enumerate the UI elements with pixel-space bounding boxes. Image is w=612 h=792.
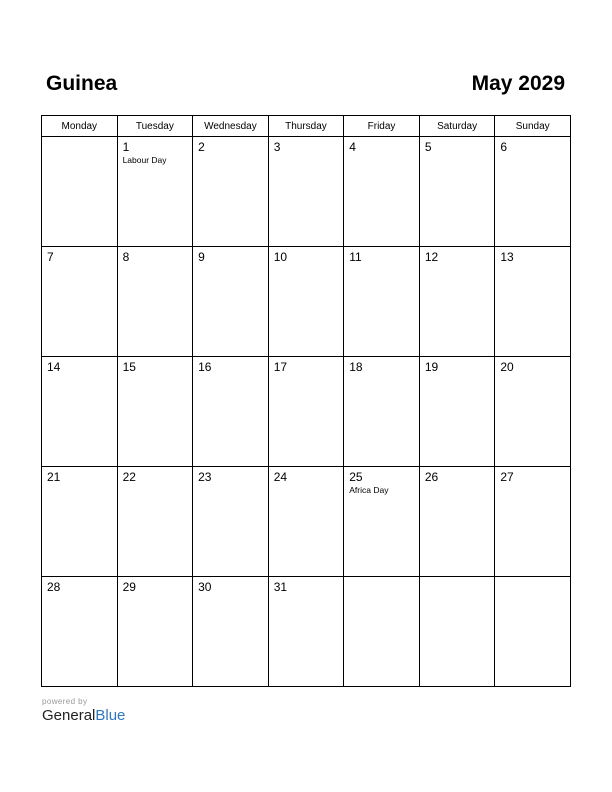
day-number: 27	[500, 470, 514, 484]
day-number: 15	[122, 360, 136, 374]
day-cell	[268, 247, 344, 357]
day-number: 2	[198, 140, 205, 154]
day-number: 17	[273, 360, 288, 374]
week-row	[42, 137, 571, 247]
day-number: 14	[47, 360, 61, 374]
day-number: 31	[273, 580, 288, 594]
weekday-header: Tuesday	[117, 116, 193, 137]
day-cell	[117, 247, 193, 357]
day-number: 12	[424, 250, 439, 264]
week-row	[42, 467, 571, 577]
weekday-header: Thursday	[268, 116, 344, 137]
day-cell	[344, 137, 420, 247]
day-number: 28	[47, 580, 61, 594]
day-number: 23	[198, 470, 212, 484]
week-row	[42, 247, 571, 357]
day-cell	[193, 247, 269, 357]
day-cell	[42, 137, 118, 247]
day-number: 8	[122, 250, 130, 264]
day-cell	[495, 577, 571, 687]
day-cell	[193, 577, 269, 687]
footer-branding	[42, 697, 125, 724]
day-cell	[268, 137, 344, 247]
weekday-header: Sunday	[495, 116, 571, 137]
day-number: 10	[273, 250, 288, 264]
day-cell	[117, 137, 193, 247]
day-number: 9	[198, 250, 205, 264]
day-cell	[419, 137, 495, 247]
day-number: 4	[349, 140, 356, 154]
day-number: 30	[198, 580, 212, 594]
day-cell	[117, 467, 193, 577]
day-cell	[495, 357, 571, 467]
calendar-grid	[41, 115, 571, 687]
day-cell	[193, 137, 269, 247]
day-number: 25	[349, 470, 363, 484]
logo-blue: Blue	[95, 707, 126, 724]
country-title: Guinea	[46, 72, 118, 95]
day-number: 24	[273, 470, 288, 484]
generalblue-logo	[42, 707, 125, 724]
day-cell	[495, 137, 571, 247]
day-number: 11	[349, 250, 362, 264]
day-cell	[193, 467, 269, 577]
day-cell	[344, 357, 420, 467]
day-number: 7	[47, 250, 54, 264]
day-number: 13	[500, 250, 514, 264]
day-cell	[193, 357, 269, 467]
day-cell	[495, 467, 571, 577]
day-number: 21	[47, 470, 61, 484]
day-number: 22	[122, 470, 136, 484]
week-row	[42, 577, 571, 687]
day-number: 29	[122, 580, 136, 594]
day-cell	[268, 357, 344, 467]
weekday-header: Friday	[344, 116, 420, 137]
day-cell	[419, 247, 495, 357]
day-cell	[117, 577, 193, 687]
day-number: 16	[198, 360, 212, 374]
day-cell	[344, 577, 420, 687]
day-cell	[419, 467, 495, 577]
day-number: 6	[500, 140, 508, 154]
powered-by-text: powered by	[42, 697, 88, 706]
weekday-header-row	[42, 116, 571, 137]
day-cell	[268, 467, 344, 577]
day-number: 1	[122, 140, 130, 154]
day-cell	[117, 357, 193, 467]
day-cell	[419, 577, 495, 687]
day-cell	[344, 247, 420, 357]
day-number: 20	[500, 360, 514, 374]
month-title: May 2029	[471, 72, 565, 95]
day-cell	[42, 357, 118, 467]
day-cell	[419, 357, 495, 467]
weekday-header: Wednesday	[193, 116, 269, 137]
logo-general: General	[42, 707, 96, 724]
day-number: 19	[424, 360, 439, 374]
day-cell	[268, 577, 344, 687]
holiday-label: Labour Day	[122, 155, 167, 165]
day-cell	[42, 577, 118, 687]
day-cell	[42, 247, 118, 357]
weekday-header: Saturday	[419, 116, 495, 137]
day-cell	[344, 467, 420, 577]
week-row	[42, 357, 571, 467]
weekday-header: Monday	[42, 116, 118, 137]
day-number: 3	[273, 140, 281, 154]
day-number: 26	[424, 470, 439, 484]
day-number: 18	[349, 360, 363, 374]
day-number: 5	[424, 140, 432, 154]
day-cell	[495, 247, 571, 357]
day-cell	[42, 467, 118, 577]
holiday-label: Africa Day	[349, 485, 389, 495]
